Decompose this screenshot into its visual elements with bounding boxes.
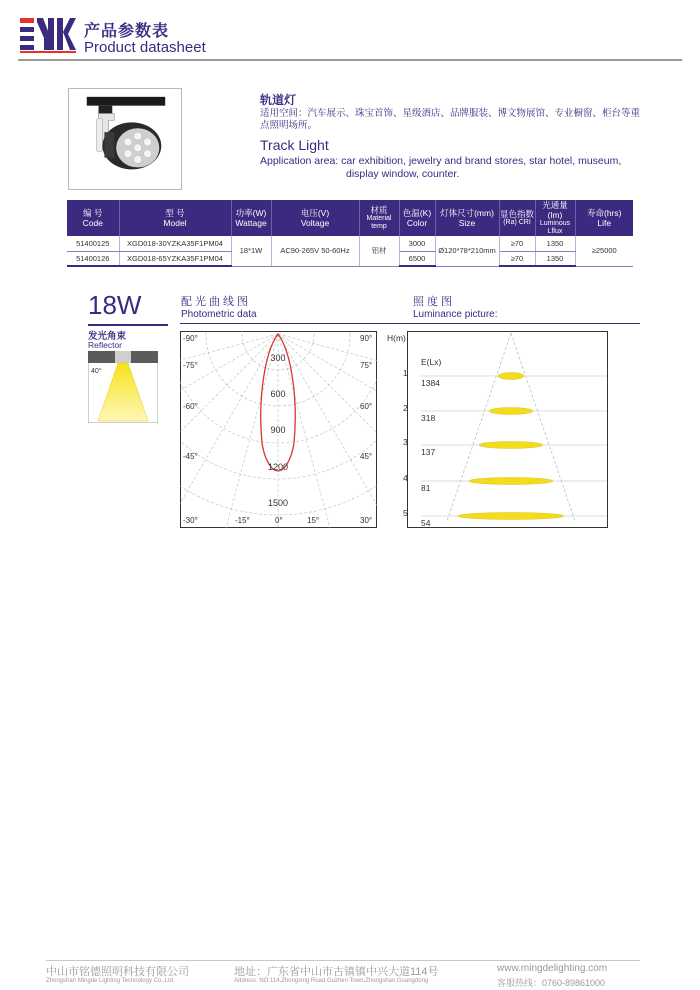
th-flux: 光通量(lm) Luminous Lflux [535,200,575,236]
cell-flux: 1350 [535,251,575,266]
cell-life: ≥25000 [575,236,633,266]
luminance-chart [387,331,609,528]
cell-wattage: 18*1W [231,236,271,266]
angle-label-right: 75° [360,361,373,370]
angle-label-left: -45° [183,452,198,461]
height-label: 1 [403,368,408,378]
header-divider [18,59,682,61]
th-wattage: 功率(W) Wattage [231,200,271,236]
cell-material: 铝材 [359,236,399,266]
cell-size: Ø120*78*210mm [435,236,499,266]
application-area-cn: 适用空间：汽车展示、珠宝首饰、星级酒店、品牌服装、博文物展馆、专业橱窗、柜台等重点照明场所。 [260,108,641,131]
angle-label-left: -30° [183,516,198,525]
table-header-row [67,200,633,236]
spec-table [67,200,633,267]
illuminance-label: 81 [421,483,431,493]
height-label: 4 [403,473,408,483]
th-code: 编 号 Code [67,200,119,236]
reflector-diagram [88,351,158,423]
illuminance-label: 54 [421,518,431,528]
height-label: 5 [403,508,408,518]
height-label: 2 [403,403,408,413]
product-name-en: Track Light [260,137,329,153]
th-size: 灯体尺寸(mm) Size [435,200,499,236]
product-name-cn: 轨道灯 [260,93,297,107]
application-area-en [260,155,640,181]
illuminance-label: 318 [421,413,436,423]
intensity-label: 1500 [267,498,289,508]
product-photo [68,88,182,190]
reflector-title-en: Reflector [88,340,123,350]
illuminance-label: 137 [421,447,436,457]
application-line-2: display window, counter. [346,168,460,180]
th-model: 型 号 Model [119,200,231,236]
cell-code: 51400125 [67,236,119,251]
intensity-label: 300 [270,353,286,363]
footer-company-en: Zhongshan Mingde Lighting Technology Co.,Ltd. [46,978,175,984]
photometric-title-en: Photometric data [181,309,257,320]
section-divider [88,324,168,326]
footer-address-en: Address: NO.114,Zhongxing Road,Guzhen Town,Zhongshan,Guangdong [234,978,429,984]
intensity-label: 600 [270,389,286,399]
table-row [67,236,633,251]
cell-model: XGD018-30YZKA35F1PM04 [119,236,231,251]
th-voltage: 电压(V) Voltage [271,200,359,236]
height-label: 3 [403,437,408,447]
header-title-en: Product datasheet [84,39,206,56]
light-spot [469,478,553,485]
luminance-title-en: Luminance picture: [413,309,498,320]
footer-hotline: 客服热线：0760-89861000 [497,978,606,988]
light-spot [479,442,543,449]
wattage-heading: 18W [88,290,142,320]
footer-address-cn: 地址：广东省中山市古镇镇中兴大道114号 [234,966,439,978]
illuminance-axis-label: E(Lx) [421,357,442,367]
cell-model: XGD018-65YZKA35F1PM04 [119,251,231,266]
angle-label-bottom: 0° [275,516,283,525]
footer-website-link[interactable]: www.mingdelighting.com [497,963,608,974]
footer-divider [46,960,640,961]
section-divider [180,323,640,324]
angle-label-right: 30° [360,516,373,525]
cell-cri: ≥70 [499,251,535,266]
height-axis-label: H(m) [387,333,406,343]
luminance-title-cn: 照度图 [413,296,455,308]
header-title-cn: 产品参数表 [84,23,170,40]
cell-flux: 1350 [535,236,575,251]
light-spot [498,373,524,380]
angle-label-left: -60° [183,402,198,411]
th-cri: 显色指数 (Ra) CRI [499,200,535,236]
application-line-1: Application area: car exhibition, jewelry and brand stores, star hotel, museum, [260,155,622,167]
light-spot [458,513,564,520]
cell-cri: ≥70 [499,236,535,251]
cell-cct: 6500 [399,251,435,266]
intensity-label: 1200 [267,462,289,472]
photometric-title-cn: 配光曲线图 [181,296,251,308]
reflector-title-cn: 发光角束 [88,331,127,342]
beam-angle-label: 40° [91,368,102,375]
angle-label-right: 60° [360,402,373,411]
angle-label-bottom: -15° [235,516,250,525]
th-life: 寿命(hrs) Life [575,200,633,236]
company-logo [20,18,76,54]
footer-company-cn: 中山市铭德照明科技有限公司 [46,966,189,978]
angle-label-left: -90° [183,334,198,343]
th-color: 色温(K) Color [399,200,435,236]
cell-code: 51400126 [67,251,119,266]
angle-label-right: 90° [360,334,373,343]
cell-cct: 3000 [399,236,435,251]
th-material: 材质 Material temp [359,200,399,236]
photometric-chart [180,331,377,528]
angle-label-bottom: 15° [307,516,320,525]
angle-label-left: -75° [183,361,198,370]
light-spot [489,408,533,415]
intensity-label: 900 [270,425,286,435]
angle-label-right: 45° [360,452,373,461]
illuminance-label: 1384 [421,378,440,388]
cell-voltage: AC90-265V 50-60Hz [271,236,359,266]
